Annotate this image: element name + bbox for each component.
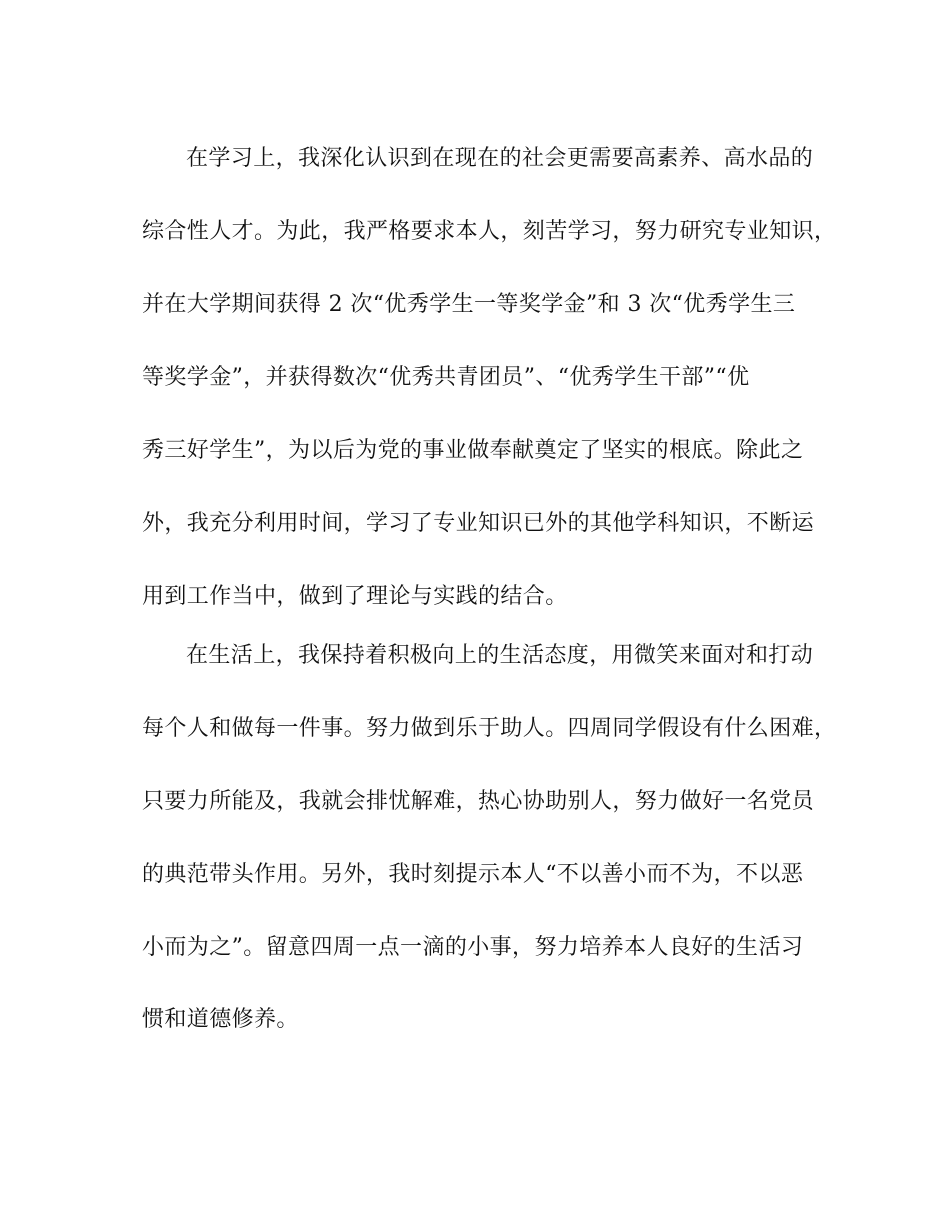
paragraph-line: 等奖学金”，并获得数次“优秀共青团员”、“优秀学生干部”“优 (142, 365, 750, 390)
paragraph-line: 综合性人才。为此，我严格要求本人，刻苦学习，努力研究专业知识， (142, 219, 837, 244)
paragraph-line: 并在大学期间获得 2 次“优秀学生一等奖学金”和 3 次“优秀学生三 (142, 292, 796, 317)
paragraph-line: 秀三好学生”，为以后为党的事业做奉献奠定了坚实的根底。除此之 (142, 438, 804, 463)
paragraph-line: 惯和道德修养。 (142, 1007, 299, 1032)
paragraph-line: 的典范带头作用。另外，我时刻提示本人“不以善小而不为，不以恶 (142, 862, 804, 887)
paragraph-line: 每个人和做每一件事。努力做到乐于助人。四周同学假设有什么困难， (142, 716, 837, 741)
paragraph-line: 外，我充分利用时间，学习了专业知识已外的其他学科知识，不断运 (142, 511, 815, 536)
paragraph-line: 小而为之”。留意四周一点一滴的小事，努力培养本人良好的生活习 (142, 935, 804, 960)
paragraph-line: 用到工作当中，做到了理论与实践的结合。 (142, 584, 568, 609)
paragraph-line: 只要力所能及，我就会排忧解难，热心协助别人，努力做好一名党员 (142, 789, 815, 814)
paragraph-line: 在学习上，我深化认识到在现在的社会更需要高素养、高水品的 (186, 146, 814, 171)
paragraph-line: 在生活上，我保持着积极向上的生活态度，用微笑来面对和打动 (186, 643, 814, 668)
